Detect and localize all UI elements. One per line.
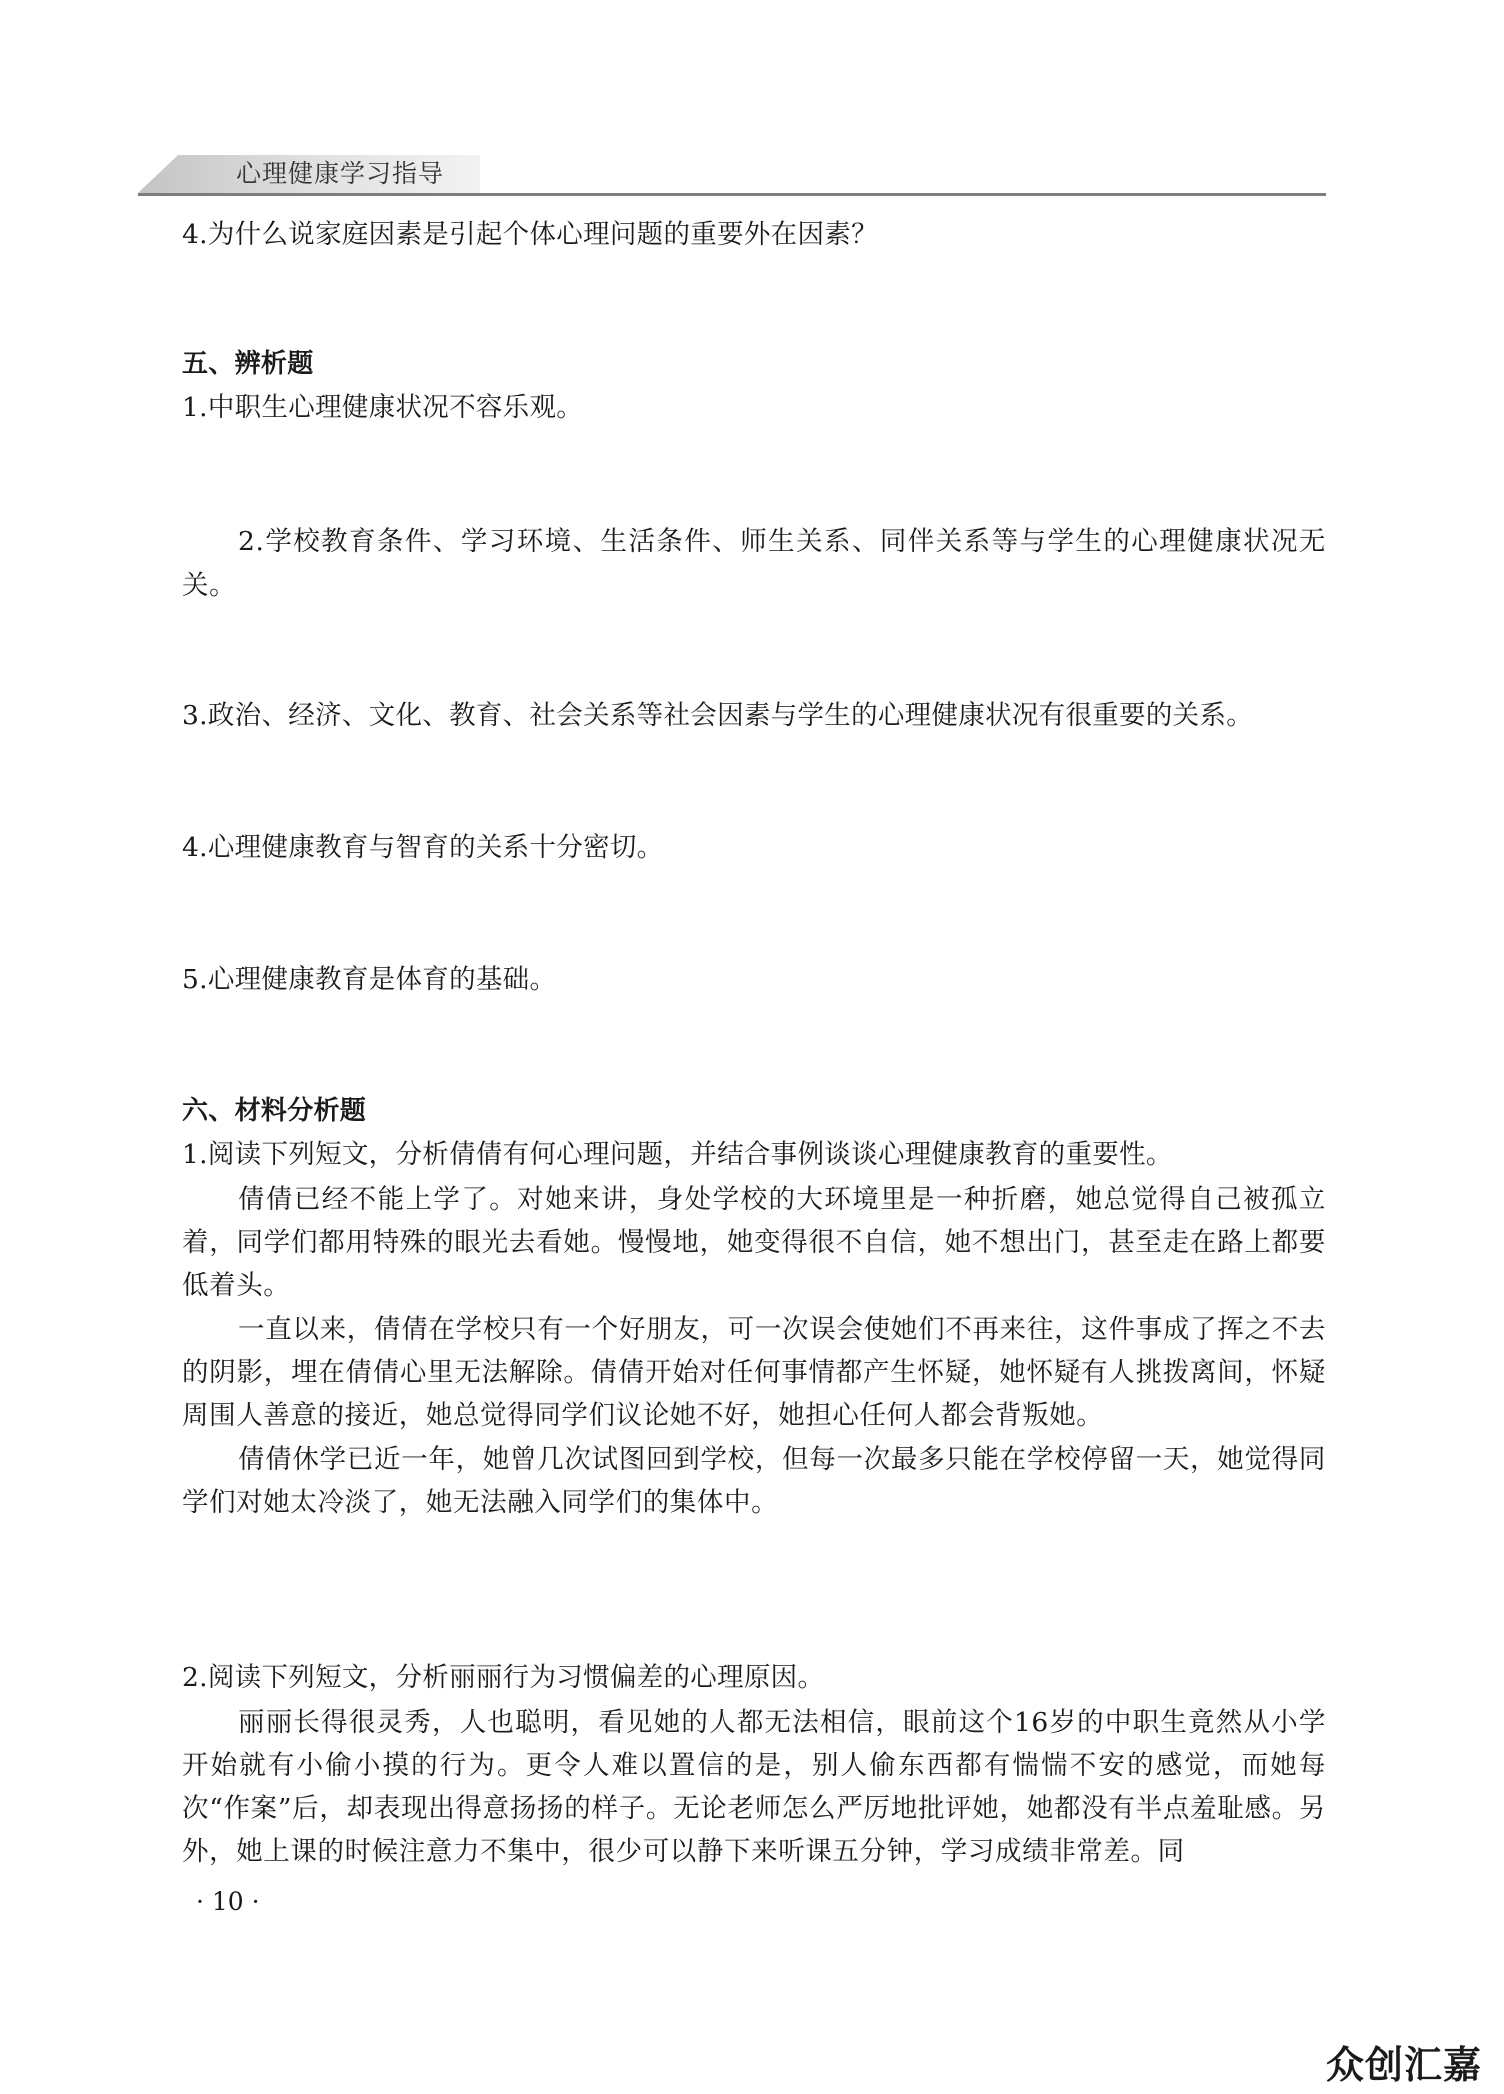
section-five-item-1: 1.中职生心理健康状况不容乐观。 bbox=[182, 392, 584, 423]
question-4-family-factors: 4.为什么说家庭因素是引起个体心理问题的重要外在因素？ bbox=[182, 219, 878, 250]
section-five-item-2: 2.学校教育条件、学习环境、生活条件、师生关系、同伴关系等与学生的心理健康状况无关。 bbox=[182, 526, 1326, 601]
section-six-question-2-prompt: 2.阅读下列短文，分析丽丽行为习惯偏差的心理原因。 bbox=[182, 1662, 825, 1693]
running-header-title: 心理健康学习指导 bbox=[236, 159, 445, 188]
material-1-paragraph-1: 倩倩已经不能上学了。对她来讲，身处学校的大环境里是一种折磨，她总觉得自己被孤立着，同学们都用特殊的眼光去看她。慢慢地，她变得很不自信，她不想出门，甚至走在路上都要低着头。 bbox=[182, 1184, 1326, 1301]
section-five-heading: 五、辨析题 bbox=[182, 349, 314, 379]
watermark-logo: 众创汇嘉 bbox=[1325, 2043, 1482, 2087]
section-six-heading: 六、材料分析题 bbox=[182, 1096, 367, 1126]
header-divider bbox=[138, 193, 1326, 196]
section-six-question-1-prompt: 1.阅读下列短文，分析倩倩有何心理问题，并结合事例谈谈心理健康教育的重要性。 bbox=[182, 1139, 1173, 1170]
section-five-item-5: 5.心理健康教育是体育的基础。 bbox=[182, 964, 557, 995]
page-number: · 10 · bbox=[196, 1887, 260, 1916]
material-1-paragraph-2: 一直以来，倩倩在学校只有一个好朋友，可一次误会使她们不再来往，这件事成了挥之不去的阴影，埋在倩倩心里无法解除。倩倩开始对任何事情都产生怀疑，她怀疑有人挑拨离间，怀疑周围人善意的接近，她总觉得同学们议论她不好，她担心任何人都会背叛她。 bbox=[182, 1314, 1326, 1431]
material-2-paragraph-1: 丽丽长得很灵秀，人也聪明，看见她的人都无法相信，眼前这个16岁的中职生竟然从小学开始就有小偷小摸的行为。更令人难以置信的是，别人偷东西都有惴惴不安的感觉，而她每次“作案”后，却表现出得意扬扬的样子。无论老师怎么严厉地批评她，她都没有半点羞耻感。另外，她上课的时候注意力不集中，很少可以静下来听课五分钟，学习成绩非常差。同 bbox=[182, 1707, 1326, 1867]
material-1-paragraph-3: 倩倩休学已近一年，她曾几次试图回到学校，但每一次最多只能在学校停留一天，她觉得同学们对她太冷淡了，她无法融入同学们的集体中。 bbox=[182, 1444, 1326, 1518]
section-five-item-3: 3.政治、经济、文化、教育、社会关系等社会因素与学生的心理健康状况有很重要的关系。 bbox=[182, 700, 1254, 731]
section-five-item-4: 4.心理健康教育与智育的关系十分密切。 bbox=[182, 832, 664, 863]
